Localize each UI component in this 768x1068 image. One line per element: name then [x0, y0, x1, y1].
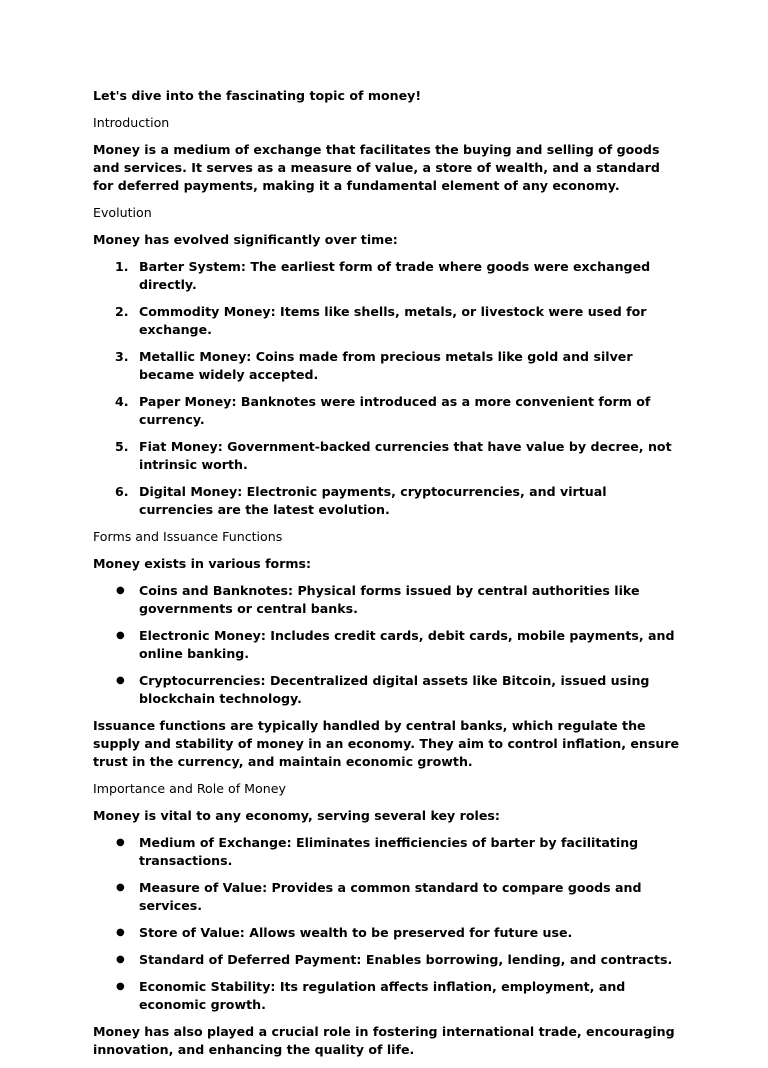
forms-closing: Issuance functions are typically handled by central banks, which regulate the supply and stability of money in an economy. They aim to control inflation, ensure trust in the currency, and maintain economic growth. — [93, 718, 680, 769]
evolution-list — [93, 258, 683, 519]
list-item-text: Medium of Exchange: Eliminates inefficiencies of barter by facilitating transactions. — [139, 835, 639, 868]
list-item — [93, 672, 683, 708]
list-item — [93, 582, 683, 618]
bullet-icon: ● — [116, 585, 125, 596]
list-item-text: Barter System: The earliest form of trade where goods were exchanged directly. — [139, 259, 651, 292]
list-number: 5. — [115, 439, 129, 454]
list-item-text: Commodity Money: Items like shells, metals, or livestock were used for exchange. — [139, 304, 647, 337]
list-item — [93, 348, 683, 384]
bullet-icon: ● — [116, 675, 125, 686]
list-item-text: Digital Money: Electronic payments, cryptocurrencies, and virtual currencies are the latest evolution. — [139, 484, 607, 517]
bullet-icon: ● — [116, 927, 125, 938]
list-item-text: Fiat Money: Government-backed currencies that have value by decree, not intrinsic worth. — [139, 439, 672, 472]
importance-closing: Money has also played a crucial role in fostering international trade, encouraging innovation, and enhancing the quality of life. — [93, 1024, 675, 1057]
bullet-icon: ● — [116, 882, 125, 893]
bullet-icon: ● — [116, 837, 125, 848]
importance-heading: Importance and Role of Money — [93, 781, 286, 796]
list-item-text: Coins and Banknotes: Physical forms issued by central authorities like governments or central banks. — [139, 583, 640, 616]
intro-line: Let's dive into the fascinating topic of money! — [93, 88, 422, 103]
introduction-heading: Introduction — [93, 115, 170, 130]
list-item — [93, 879, 683, 915]
document-page — [93, 87, 683, 1068]
list-item — [93, 951, 683, 969]
bullet-icon: ● — [116, 954, 125, 965]
bullet-icon: ● — [116, 630, 125, 641]
list-item — [93, 258, 683, 294]
list-item — [93, 438, 683, 474]
list-item-text: Standard of Deferred Payment: Enables borrowing, lending, and contracts. — [139, 952, 673, 967]
list-item-text: Economic Stability: Its regulation affects inflation, employment, and economic growth. — [139, 979, 626, 1012]
list-item-text: Electronic Money: Includes credit cards, debit cards, mobile payments, and online banking. — [139, 628, 675, 661]
introduction-body: Money is a medium of exchange that facilitates the buying and selling of goods and services. It serves as a measure of value, a store of wealth, and a standard for deferred payments, making it a fundamental element of any economy. — [93, 142, 660, 193]
importance-list — [93, 834, 683, 1014]
list-item — [93, 924, 683, 942]
list-item — [93, 834, 683, 870]
forms-list — [93, 582, 683, 708]
bullet-icon: ● — [116, 981, 125, 992]
list-item — [93, 393, 683, 429]
list-number: 6. — [115, 484, 129, 499]
list-item-text: Cryptocurrencies: Decentralized digital assets like Bitcoin, issued using blockchain technology. — [139, 673, 650, 706]
list-number: 1. — [115, 259, 129, 274]
list-item-text: Metallic Money: Coins made from precious metals like gold and silver became widely accepted. — [139, 349, 633, 382]
forms-heading: Forms and Issuance Functions — [93, 529, 283, 544]
list-item — [93, 978, 683, 1014]
importance-lead: Money is vital to any economy, serving several key roles: — [93, 808, 500, 823]
list-item-text: Paper Money: Banknotes were introduced as a more convenient form of currency. — [139, 394, 651, 427]
list-item-text: Measure of Value: Provides a common standard to compare goods and services. — [139, 880, 642, 913]
evolution-lead: Money has evolved significantly over time: — [93, 232, 398, 247]
list-number: 2. — [115, 304, 129, 319]
list-item-text: Store of Value: Allows wealth to be preserved for future use. — [139, 925, 573, 940]
list-item — [93, 303, 683, 339]
evolution-heading: Evolution — [93, 205, 152, 220]
list-item — [93, 627, 683, 663]
list-item — [93, 483, 683, 519]
forms-lead: Money exists in various forms: — [93, 556, 312, 571]
list-number: 3. — [115, 349, 129, 364]
list-number: 4. — [115, 394, 129, 409]
